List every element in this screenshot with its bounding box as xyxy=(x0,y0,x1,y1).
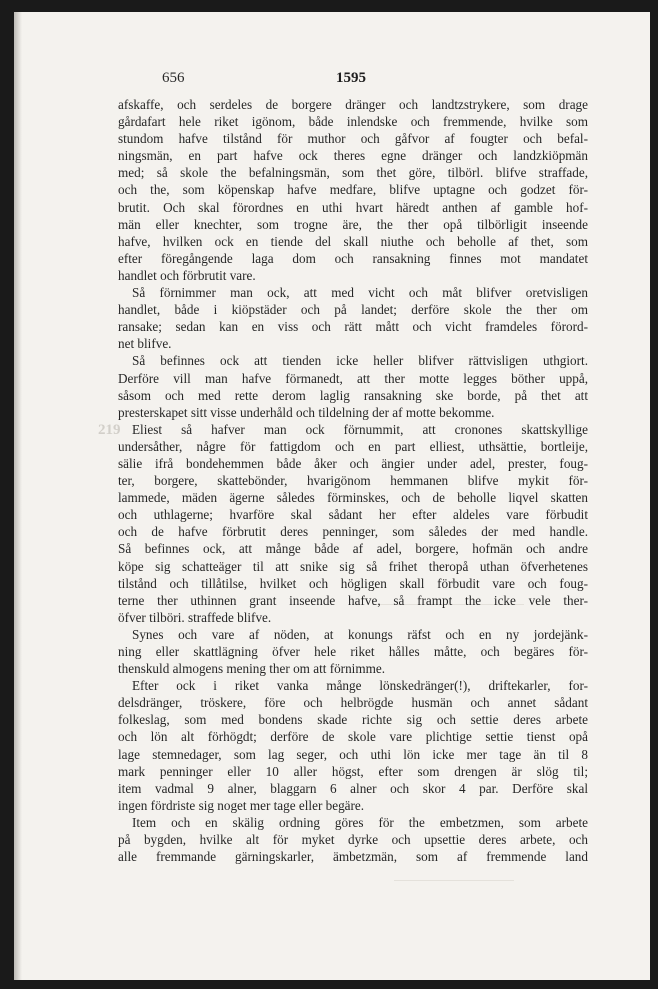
text-line: mark penninger eller 10 aller högst, efter som drengen är slög til; xyxy=(118,763,588,779)
text-line: Item och en skälig ordning göres för the embetzmen, som arbete xyxy=(132,814,588,830)
text-line: med; så skole the befalningsmän, som thet göre, tilbörl. blifve straffade, xyxy=(118,165,588,181)
text-line: och uthlagerne; hvarföre skal sådant her efter aldeles vare förbudit xyxy=(118,507,588,523)
text-line: handlet, både i kiöpstäder och på landet; derföre skole the ther om xyxy=(118,302,588,318)
text-line: tilstånd och tillåtilse, hvilket och högligen skall förbudit vare och foug- xyxy=(118,575,588,591)
text-line: öfver tilböri. straffede blifve. xyxy=(118,609,272,625)
text-line: alle fremmande gärningskarler, ämbetzmän, som af fremmende land xyxy=(118,849,588,865)
text-line: Synes och vare af nöden, at konungs räfst och en ny jordejänk- xyxy=(132,626,588,642)
text-line: såsom och med rette derom laglig ransakning ske borde, på thet att xyxy=(118,387,588,403)
text-line: på bygden, hvilke alt för myket dyrke och upsettie deres arbete, och xyxy=(118,832,588,848)
text-line: undersåther, någre för fattigdom och en part elliest, uthsättie, bortleije, xyxy=(118,438,588,454)
show-through-line xyxy=(394,880,514,881)
page-gutter-shadow xyxy=(14,12,22,980)
text-line: brutit. Och skal förordnes en uthi hvart häredt anthen af gamble hof- xyxy=(118,199,588,215)
text-line: gårdafart hele riket igönom, både inlendske och fremmende, hvilke som xyxy=(118,114,588,130)
text-line: och de hafve förbrutit deres penninger, som således der med handle. xyxy=(118,524,588,540)
text-line: köpe sig schatteäger til att snike sig så frihet theropå uthan öfverhetenes xyxy=(118,558,588,574)
text-line: delsdränger, tröskere, före och helbrögde husmän och annet sådant xyxy=(118,695,588,711)
text-line: lage stemnedager, som lag seger, och uthi lön icke mer tage än til 8 xyxy=(118,746,588,762)
text-line: Så befinnes ock att tienden icke heller blifver rättvisligen uthgiort. xyxy=(132,353,588,369)
text-line: hafve, hvilken ock en tiende del skall niuthe och beholle af thet, som xyxy=(118,233,588,249)
page-number: 656 xyxy=(162,70,185,86)
text-line: afskaffe, och serdeles de borgere dränger och landtzstrykere, som drage xyxy=(118,97,588,112)
text-line: och lön alt förhögdt; derföre de skole vare plichtige settie tienst opå xyxy=(118,729,588,745)
text-line: Så förnimmer man ock, att med vicht och måt blifver oretvisligen xyxy=(132,285,588,301)
text-line: män eller knechter, som trogne äre, the ther opå tilbörligit inseende xyxy=(118,216,588,232)
book-page xyxy=(14,12,650,980)
text-line: ningsmän, en part hafve ock theres egne dränger och landzkiöpmän xyxy=(118,148,588,164)
text-line: Derföre vill man hafve förmanedt, att ther motte legges böther uppå, xyxy=(118,370,588,386)
running-head-year: 1595 xyxy=(336,70,366,86)
text-line: net blifve. xyxy=(118,336,172,352)
text-line: handlet och förbrutit vare. xyxy=(118,267,256,283)
page-header xyxy=(14,66,650,90)
text-line: folkeslag, som med bondens skade richte sig och settie deres arbete xyxy=(118,712,588,728)
text-line: lammede, mäden ägerne således förminskes, och de beholle liqvel skatten xyxy=(118,490,588,506)
show-through-margin-number: 219 xyxy=(98,422,121,438)
text-line: sälie ifrå bondehemmen både åker och ängier under adel, prester, foug- xyxy=(118,455,588,471)
text-line: Så befinnes ock, att månge både af adel, borgere, hofmän och andre xyxy=(118,541,588,557)
text-line: stundom hafve tilstånd för muthor och gåfvor af fougter och befal- xyxy=(118,131,588,147)
text-line: ransake; sedan kan en viss och rätt mått och vicht framdeles förord- xyxy=(118,319,588,335)
text-line: terne ther uthinnen grant inseende hafve, så frampt the icke vele ther- xyxy=(118,592,588,608)
text-line: ingen fördriste sig noget mer tage eller begäre. xyxy=(118,797,365,813)
text-line: och the, som köpenskap hafve medfare, blifve uptagne och godzet för- xyxy=(118,182,588,198)
text-line: efter föregångende laga dom och ransakning finnes mot mandatet xyxy=(118,250,588,266)
text-line: thenskuld almogens mening ther om att förnimme. xyxy=(118,661,385,677)
text-line: ning eller skattlägning öfver hele riket hålles måtte, och begäres för- xyxy=(118,644,588,659)
text-line: Efter ock i riket vanka månge lönskedränger(!), driftekarler, for- xyxy=(132,678,588,694)
text-line: ter, borgere, skattebönder, hvarigönom hemmanen blifve mykit för- xyxy=(118,473,588,489)
text-line: item vadmal 9 alner, blaggarn 6 alner och skor 4 par. Derföre skal xyxy=(118,780,588,796)
text-line: Eliest så hafver man ock förnummit, att cronones skattskyllige xyxy=(132,421,588,437)
body-text xyxy=(118,96,588,865)
text-line: presterskapet sitt visse underhåld och tildelning der af motte bekomme. xyxy=(118,404,495,420)
